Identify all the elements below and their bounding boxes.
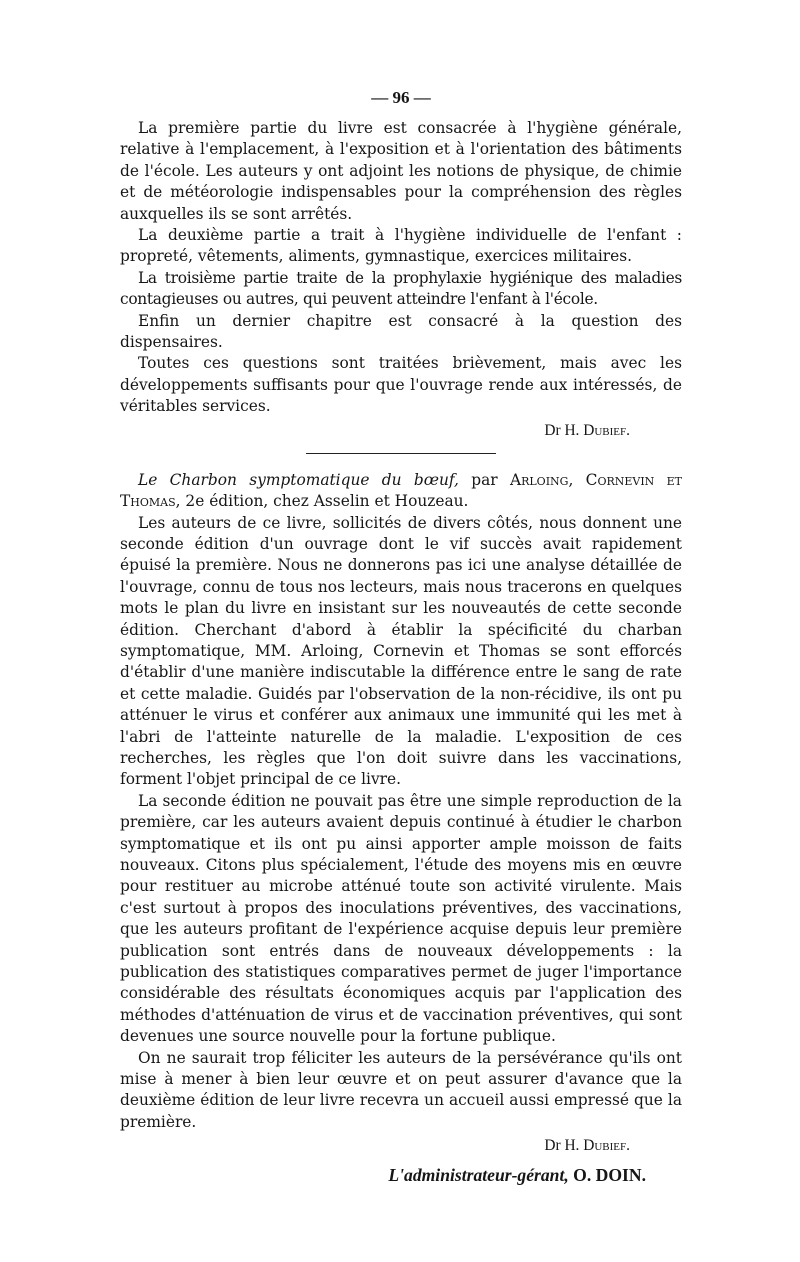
document-page: [120, 86, 682, 1187]
paragraph: La première partie du livre est consacrée à l'hygiène générale, relative à l'emplacement, à l'exposition et à l'orientation des bâtiments de l'école. Les auteurs y ont adjoint les notions de physique, de chimie et de météorologie indispensables pour la compréhension des règles auxquelles ils se sont arrêtés.: [120, 119, 682, 223]
signature-name: H. Dubief.: [564, 421, 630, 439]
signature: [120, 420, 630, 442]
section-divider: [306, 453, 496, 454]
imprint-name: O. DOIN.: [573, 1165, 646, 1186]
page-number: — 96 —: [371, 88, 431, 107]
paragraph: La seconde édition ne pouvait pas être une simple reproduction de la première, car les auteurs avaient depuis continué à étudier le charbon symptomatique et ils ont pu ainsi apporter ample moisson de faits nouveaux. Citons plus spécialement, l'étude des moyens mis en œuvre pour restituer au microbe atténué toute son activité virulente. Mais c'est surtout à propos des inoculations préventives, des vaccinations, que les auteurs profitant de l'expérience acquise depuis leur première publication sont entrés dans de nouveaux développements : la publication des statistiques comparatives permet de juger l'importance considérable des résultats économiques acquis par l'application des méthodes d'atténuation de virus et de vaccination préventives, qui sont devenues une source nouvelle pour la fortune publique.: [120, 791, 682, 1046]
imprint-label: L'administrateur-gérant,: [388, 1165, 569, 1186]
book-authors: Arloing, Cornevin et Thomas,: [120, 470, 683, 511]
publisher-imprint: [120, 1165, 682, 1186]
book-citation: [120, 470, 682, 513]
signature: [120, 1135, 630, 1157]
paragraph: Les auteurs de ce livre, sollicités de divers côtés, nous donnent une seconde édition d'un ouvrage dont le vif succès avait rapidement épuisé la première. Nous ne donnerons pas ici une analyse détaillée de l'ouvrage, connu de tous nos lecteurs, mais nous tracerons en quelques mots le plan du livre en insistant sur les nouveautés de cette seconde édition. Cherchant d'abord à établir la spécificité du charban symptomatique, MM. Arloing, Cornevin et Thomas se sont efforcés d'établir d'une manière indiscutable la différence entre le sang de rate et cette maladie. Guidés par l'observation de la non-récidive, ils ont pu atténuer le virus et conférer aux animaux une immunité qui les met à l'abri de l'atteinte naturelle de la maladie. L'exposition de ces recherches, les règles que l'on doit suivre dans les vaccinations, forment l'objet principal de ce livre.: [120, 513, 682, 789]
citation-by: par: [458, 470, 510, 489]
paragraph: On ne saurait trop féliciter les auteurs de la persévérance qu'ils ont mise à mener à bien leur œuvre et on peut assurer d'avance que la deuxième édition de leur livre recevra un accueil aussi empressé que la première.: [120, 1048, 682, 1131]
paragraph: La deuxième partie a trait à l'hygiène individuelle de l'enfant : propreté, vêtements, aliments, gymnastique, exercices militaires.: [120, 226, 682, 266]
signature-prefix: Dr: [544, 1137, 561, 1155]
book-title: Le Charbon symptomatique du bœuf,: [138, 470, 459, 489]
book-edition: 2e édition, chez Asselin et Houzeau.: [180, 492, 469, 511]
paragraph: Toutes ces questions sont traitées brièvement, mais avec les développements suffisants pour que l'ouvrage rende aux intéressés, de véritables services.: [120, 354, 682, 416]
signature-name: H. Dubief.: [564, 1137, 630, 1155]
signature-prefix: Dr: [544, 421, 561, 439]
paragraph: La troisième partie traite de la prophylaxie hygiénique des maladies contagieuses ou autres, qui peuvent atteindre l'enfant à l'école.: [120, 268, 682, 309]
paragraph: Enfin un dernier chapitre est consacré à la question des dispensaires.: [120, 311, 682, 352]
review-charbon-book: [120, 470, 682, 1158]
review-hygiene-book: [120, 118, 682, 442]
